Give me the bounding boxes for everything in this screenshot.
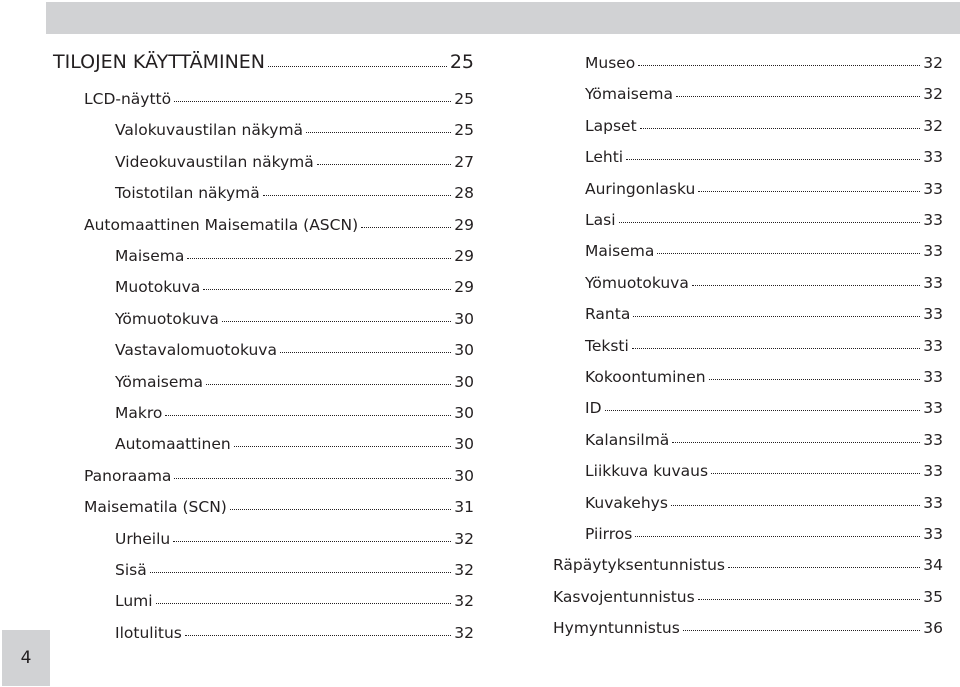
toc-entry[interactable] [115, 178, 474, 202]
toc-entry-page: 33 [923, 211, 943, 229]
toc-entry-title: Ilotulitus [115, 623, 182, 642]
toc-leader-dots [657, 253, 920, 254]
toc-entry-page: 30 [454, 372, 474, 391]
toc-entry-page: 33 [923, 273, 943, 292]
toc-entry[interactable] [84, 461, 474, 485]
toc-leader-dots [222, 321, 451, 322]
toc-entry-title: Makro [115, 404, 163, 422]
toc-entry-page: 34 [923, 556, 943, 575]
toc-entry-page: 33 [923, 336, 943, 355]
toc-leader-dots [683, 630, 920, 631]
toc-entry-title: Panoraama [84, 466, 172, 485]
toc-entry-page: 29 [454, 247, 474, 265]
toc-entry-title: Maisematila (SCN) [84, 498, 227, 517]
toc-leader-dots [268, 66, 447, 67]
toc-entry-page: 33 [923, 399, 943, 418]
toc-leader-dots [306, 132, 451, 133]
toc-entry-title: Automaattinen Maisematila (ASCN) [84, 215, 359, 234]
toc-leader-dots [605, 410, 921, 411]
toc-leader-dots [709, 379, 921, 380]
toc-leader-dots [711, 473, 920, 474]
toc-entry-page: 30 [454, 341, 474, 360]
toc-leader-dots [234, 446, 452, 447]
toc-entry-title: Yömaisema [585, 85, 674, 104]
toc-entry-title: Yömaisema [115, 372, 204, 391]
toc-entry[interactable] [115, 147, 474, 171]
toc-entry-title: Muotokuva [115, 278, 201, 297]
toc-entry[interactable] [585, 393, 943, 417]
page-sidebar [0, 0, 46, 687]
toc-entry-title: Yömuotokuva [585, 273, 689, 292]
toc-leader-dots [728, 567, 920, 568]
toc-heading-page: 25 [449, 51, 474, 73]
toc-entry[interactable] [115, 524, 474, 548]
toc-leader-dots [230, 509, 451, 510]
toc-entry-title: Museo [585, 54, 636, 72]
toc-entry-page: 29 [454, 215, 474, 234]
toc-entry[interactable] [585, 299, 943, 323]
toc-entry-title: ID [585, 399, 602, 418]
toc-entry-page: 35 [923, 587, 943, 606]
toc-entry-title: Kokoontuminen [585, 368, 706, 386]
toc-entry[interactable] [585, 142, 943, 166]
toc-entry-title: Räpäytyksentunnistus [553, 556, 726, 575]
toc-entry[interactable] [553, 550, 943, 574]
toc-entry[interactable] [115, 115, 474, 139]
toc-entry-title: Teksti [585, 336, 629, 355]
toc-leader-dots [187, 258, 451, 259]
toc-leader-dots [698, 191, 920, 192]
toc-leader-dots [174, 478, 451, 479]
toc-entry[interactable] [585, 519, 943, 543]
page-number-box [2, 630, 50, 686]
toc-entry-title: Kuvakehys [585, 493, 668, 512]
toc-entry-title: Yömuotokuva [115, 309, 219, 328]
toc-section-heading[interactable] [53, 49, 474, 73]
toc-leader-dots [619, 222, 921, 223]
toc-leader-dots [156, 603, 452, 604]
toc-entry-title: Lumi [115, 592, 153, 611]
toc-entry-page: 30 [454, 309, 474, 328]
toc-leader-dots [185, 635, 451, 636]
toc-entry[interactable] [585, 48, 943, 72]
toc-entry-title: Lehti [585, 148, 624, 167]
toc-entry-page: 27 [454, 152, 474, 171]
toc-entry-page: 32 [923, 85, 943, 104]
toc-entry-page: 30 [454, 435, 474, 454]
toc-entry-title: Lapset [585, 116, 637, 135]
toc-leader-dots [317, 164, 451, 165]
toc-entry-title: Kalansilmä [585, 430, 670, 449]
toc-entry-title: Videokuvaustilan näkymä [115, 152, 314, 171]
toc-entry-page: 33 [923, 368, 943, 386]
toc-leader-dots [150, 572, 452, 573]
toc-leader-dots [633, 316, 920, 317]
toc-entry[interactable] [585, 425, 943, 449]
toc-entry[interactable] [585, 268, 943, 292]
toc-entry-page: 30 [454, 466, 474, 485]
toc-entry[interactable] [115, 555, 474, 579]
toc-entry-page: 33 [923, 462, 943, 481]
toc-entry[interactable] [585, 488, 943, 512]
toc-leader-dots [671, 505, 920, 506]
toc-entry-title: Toistotilan näkymä [115, 184, 260, 203]
toc-entry[interactable] [585, 236, 943, 260]
toc-leader-dots [635, 536, 920, 537]
toc-entry[interactable] [553, 613, 943, 637]
toc-entry-title: Piirros [585, 525, 633, 543]
toc-entry-title: LCD-näyttö [84, 90, 172, 108]
toc-entry-title: Auringonlasku [585, 179, 696, 198]
toc-leader-dots [174, 101, 451, 102]
toc-entry-title: Sisä [115, 561, 147, 579]
toc-entry[interactable] [115, 398, 474, 422]
toc-entry-page: 28 [454, 184, 474, 203]
toc-entry[interactable] [585, 456, 943, 480]
toc-entry-page: 36 [923, 619, 943, 638]
toc-entry-title: Valokuvaustilan näkymä [115, 121, 304, 140]
toc-entry[interactable] [115, 335, 474, 359]
toc-entry[interactable] [585, 111, 943, 135]
toc-entry-title: Hymyntunnistus [553, 619, 680, 638]
toc-leader-dots [203, 289, 451, 290]
toc-entry-page: 33 [923, 179, 943, 198]
toc-entry-title: Urheilu [115, 529, 171, 548]
toc-entry-page: 33 [923, 148, 943, 167]
toc-entry-title: Maisema [585, 242, 655, 261]
toc-entry[interactable] [585, 174, 943, 198]
toc-entry[interactable] [585, 331, 943, 355]
toc-entry-title: Lasi [585, 211, 616, 229]
toc-leader-dots [165, 415, 451, 416]
toc-entry-page: 33 [923, 493, 943, 512]
toc-leader-dots [676, 96, 920, 97]
header-bar [46, 2, 960, 34]
toc-entry[interactable] [115, 241, 474, 265]
toc-leader-dots [173, 541, 451, 542]
toc-entry[interactable] [553, 582, 943, 606]
toc-entry-page: 25 [454, 90, 474, 108]
toc-entry-page: 33 [923, 525, 943, 543]
toc-entry[interactable] [115, 367, 474, 391]
toc-entry-page: 30 [454, 404, 474, 422]
toc-entry-page: 32 [454, 561, 474, 579]
toc-leader-dots [692, 285, 920, 286]
toc-leader-dots [672, 442, 920, 443]
toc-leader-dots [626, 159, 920, 160]
toc-leader-dots [698, 599, 921, 600]
toc-leader-dots [638, 65, 920, 66]
toc-entry-title: Maisema [115, 247, 185, 265]
toc-leader-dots [640, 128, 921, 129]
toc-entry-page: 31 [454, 498, 474, 517]
toc-entry-title: Vastavalomuotokuva [115, 341, 277, 360]
toc-entry-page: 32 [923, 54, 943, 72]
toc-leader-dots [632, 348, 920, 349]
toc-entry-title: Liikkuva kuvaus [585, 462, 709, 481]
toc-entry[interactable] [84, 84, 474, 108]
toc-entry[interactable] [585, 79, 943, 103]
page-number: 4 [20, 648, 32, 668]
toc-entry-page: 32 [454, 592, 474, 611]
toc-entry[interactable] [115, 272, 474, 296]
toc-leader-dots [361, 227, 451, 228]
toc-entry-page: 32 [454, 529, 474, 548]
toc-entry-page: 33 [923, 242, 943, 261]
toc-entry-page: 29 [454, 278, 474, 297]
toc-leader-dots [280, 352, 451, 353]
toc-entry-page: 32 [923, 116, 943, 135]
toc-entry[interactable] [115, 304, 474, 328]
toc-entry[interactable] [84, 210, 474, 234]
toc-entry-page: 33 [923, 305, 943, 324]
toc-entry[interactable] [115, 429, 474, 453]
toc-entry-page: 25 [454, 121, 474, 140]
toc-entry-page: 33 [923, 430, 943, 449]
toc-entry-title: Kasvojentunnistus [553, 587, 695, 606]
toc-entry[interactable] [585, 205, 943, 229]
toc-entry-title: Automaattinen [115, 435, 231, 454]
toc-leader-dots [206, 384, 451, 385]
toc-entry-title: Ranta [585, 305, 631, 324]
toc-entry[interactable] [115, 586, 474, 610]
toc-entry[interactable] [585, 362, 943, 386]
toc-entry-page: 32 [454, 623, 474, 642]
toc-heading-title: TILOJEN KÄYTTÄMINEN [53, 51, 266, 73]
toc-entry[interactable] [84, 492, 474, 516]
toc-leader-dots [263, 195, 452, 196]
toc-entry[interactable] [115, 618, 474, 642]
